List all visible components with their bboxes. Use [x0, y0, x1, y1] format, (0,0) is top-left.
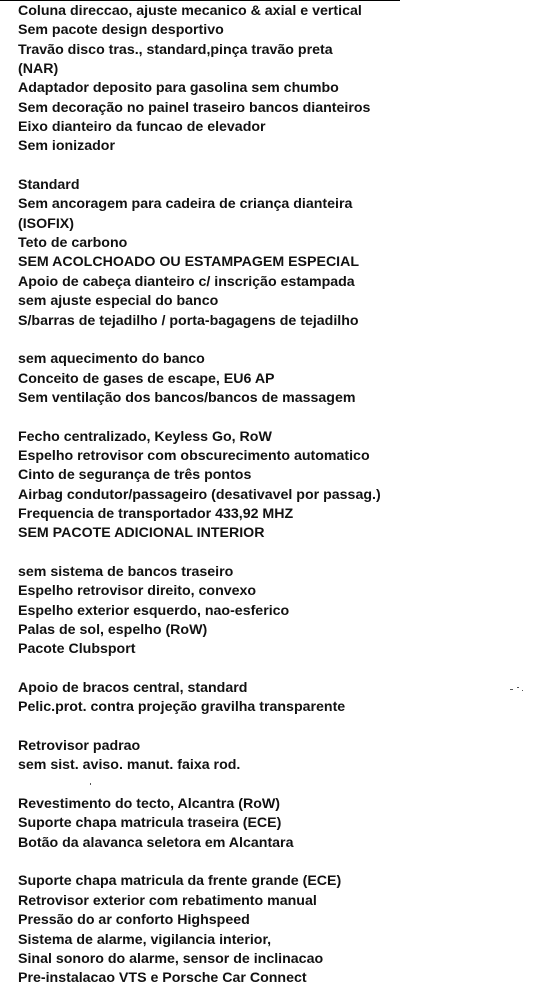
spec-group [18, 737, 536, 776]
spec-group [18, 428, 536, 544]
spec-line: (NAR) [18, 61, 59, 78]
spec-line: Adaptador deposito para gasolina sem chumbo [18, 80, 339, 97]
spec-line: Cinto de segurança de três pontos [18, 467, 252, 484]
spec-line: SEM ACOLCHOADO OU ESTAMPAGEM ESPECIAL [18, 254, 360, 271]
spec-list-document [18, 2, 536, 989]
spec-line: Coluna direccao, ajuste mecanico & axial e vertical [18, 3, 362, 19]
section-gap [18, 408, 536, 427]
spec-line: Pressão do ar conforto Highspeed [18, 912, 250, 929]
spec-line: Espelho exterior esquerdo, nao-esferico [18, 602, 290, 619]
spec-line: sem sist. aviso. manut. faixa rod. [18, 757, 241, 774]
spec-line: Eixo dianteiro da funcao de elevador [18, 119, 266, 136]
spec-line: Sistema de alarme, vigilancia interior, [18, 931, 272, 948]
spec-line: Espelho retrovisor com obscurecimento automatico [18, 447, 370, 464]
spec-line: sem sistema de bancos traseiro [18, 563, 234, 580]
section-gap [18, 544, 536, 563]
spec-line: Pre-instalacao VTS e Porsche Car Connect [18, 970, 307, 987]
section-gap [18, 718, 536, 737]
spec-line: Travão disco tras., standard,pinça travão preta [18, 41, 333, 58]
spec-line: Fecho centralizado, Keyless Go, RoW [18, 428, 272, 445]
spec-group [18, 350, 536, 408]
spec-line: Frequencia de transportador 433,92 MHZ [18, 505, 294, 522]
spec-line: sem ajuste especial do banco [18, 293, 219, 310]
section-gap [18, 331, 536, 350]
spec-line: Standard [18, 177, 80, 194]
spec-group [18, 563, 536, 660]
spec-group [18, 795, 536, 853]
spec-line: Revestimento do tecto, Alcantra (RoW) [18, 796, 280, 813]
spec-line: sem aquecimento do banco [18, 351, 205, 368]
spec-line: Apoio de bracos central, standard [18, 680, 248, 697]
spec-line: SEM PACOTE ADICIONAL INTERIOR [18, 525, 265, 542]
spec-line: Palas de sol, espelho (RoW) [18, 622, 208, 638]
spec-line: Pacote Clubsport [18, 641, 136, 658]
spec-line: Airbag condutor/passageiro (desativavel por passag.) [18, 486, 381, 503]
section-gap [18, 157, 536, 176]
spec-line: Apoio de cabeça dianteiro c/ inscrição estampada [18, 273, 355, 290]
spec-line: Sem decoração no painel traseiro bancos dianteiros [18, 99, 371, 116]
spec-line: Sem ancoragem para cadeira de criança dianteira [18, 196, 353, 213]
spec-line: Pelic.prot. contra projeção gravilha transparente [18, 699, 346, 716]
spec-line: Botão da alavanca seletora em Alcantara [18, 834, 294, 851]
section-gap [18, 853, 536, 872]
spec-group [18, 872, 536, 988]
spec-line: Conceito de gases de escape, EU6 AP [18, 370, 275, 387]
spec-line: Retrovisor padrao [18, 738, 141, 755]
spec-line: (ISOFIX) [18, 215, 74, 232]
spec-line: Sem pacote design desportivo [18, 22, 224, 39]
scan-speck [90, 783, 91, 785]
spec-line: Sem ionizador [18, 138, 115, 155]
spec-line: Sem ventilação dos bancos/bancos de massagem [18, 389, 356, 406]
spec-line: Teto de carbono [18, 235, 128, 252]
scan-speck [522, 690, 523, 691]
spec-group [18, 176, 536, 331]
section-gap [18, 660, 536, 679]
spec-line: Espelho retrovisor direito, convexo [18, 583, 257, 600]
spec-line: Retrovisor exterior com rebatimento manual [18, 892, 317, 909]
spec-line: Sinal sonoro do alarme, sensor de inclinacao [18, 950, 324, 967]
scan-speck [517, 687, 519, 688]
spec-line: S/barras de tejadilho / porta-bagagens de tejadilho [18, 312, 359, 329]
scan-speck [510, 689, 513, 690]
section-gap [18, 776, 536, 795]
spec-group [18, 679, 536, 718]
spec-line: Suporte chapa matricula da frente grande (ECE) [18, 873, 342, 890]
top-border-line [0, 0, 400, 1]
spec-group [18, 2, 536, 157]
spec-line: Suporte chapa matricula traseira (ECE) [18, 815, 282, 832]
